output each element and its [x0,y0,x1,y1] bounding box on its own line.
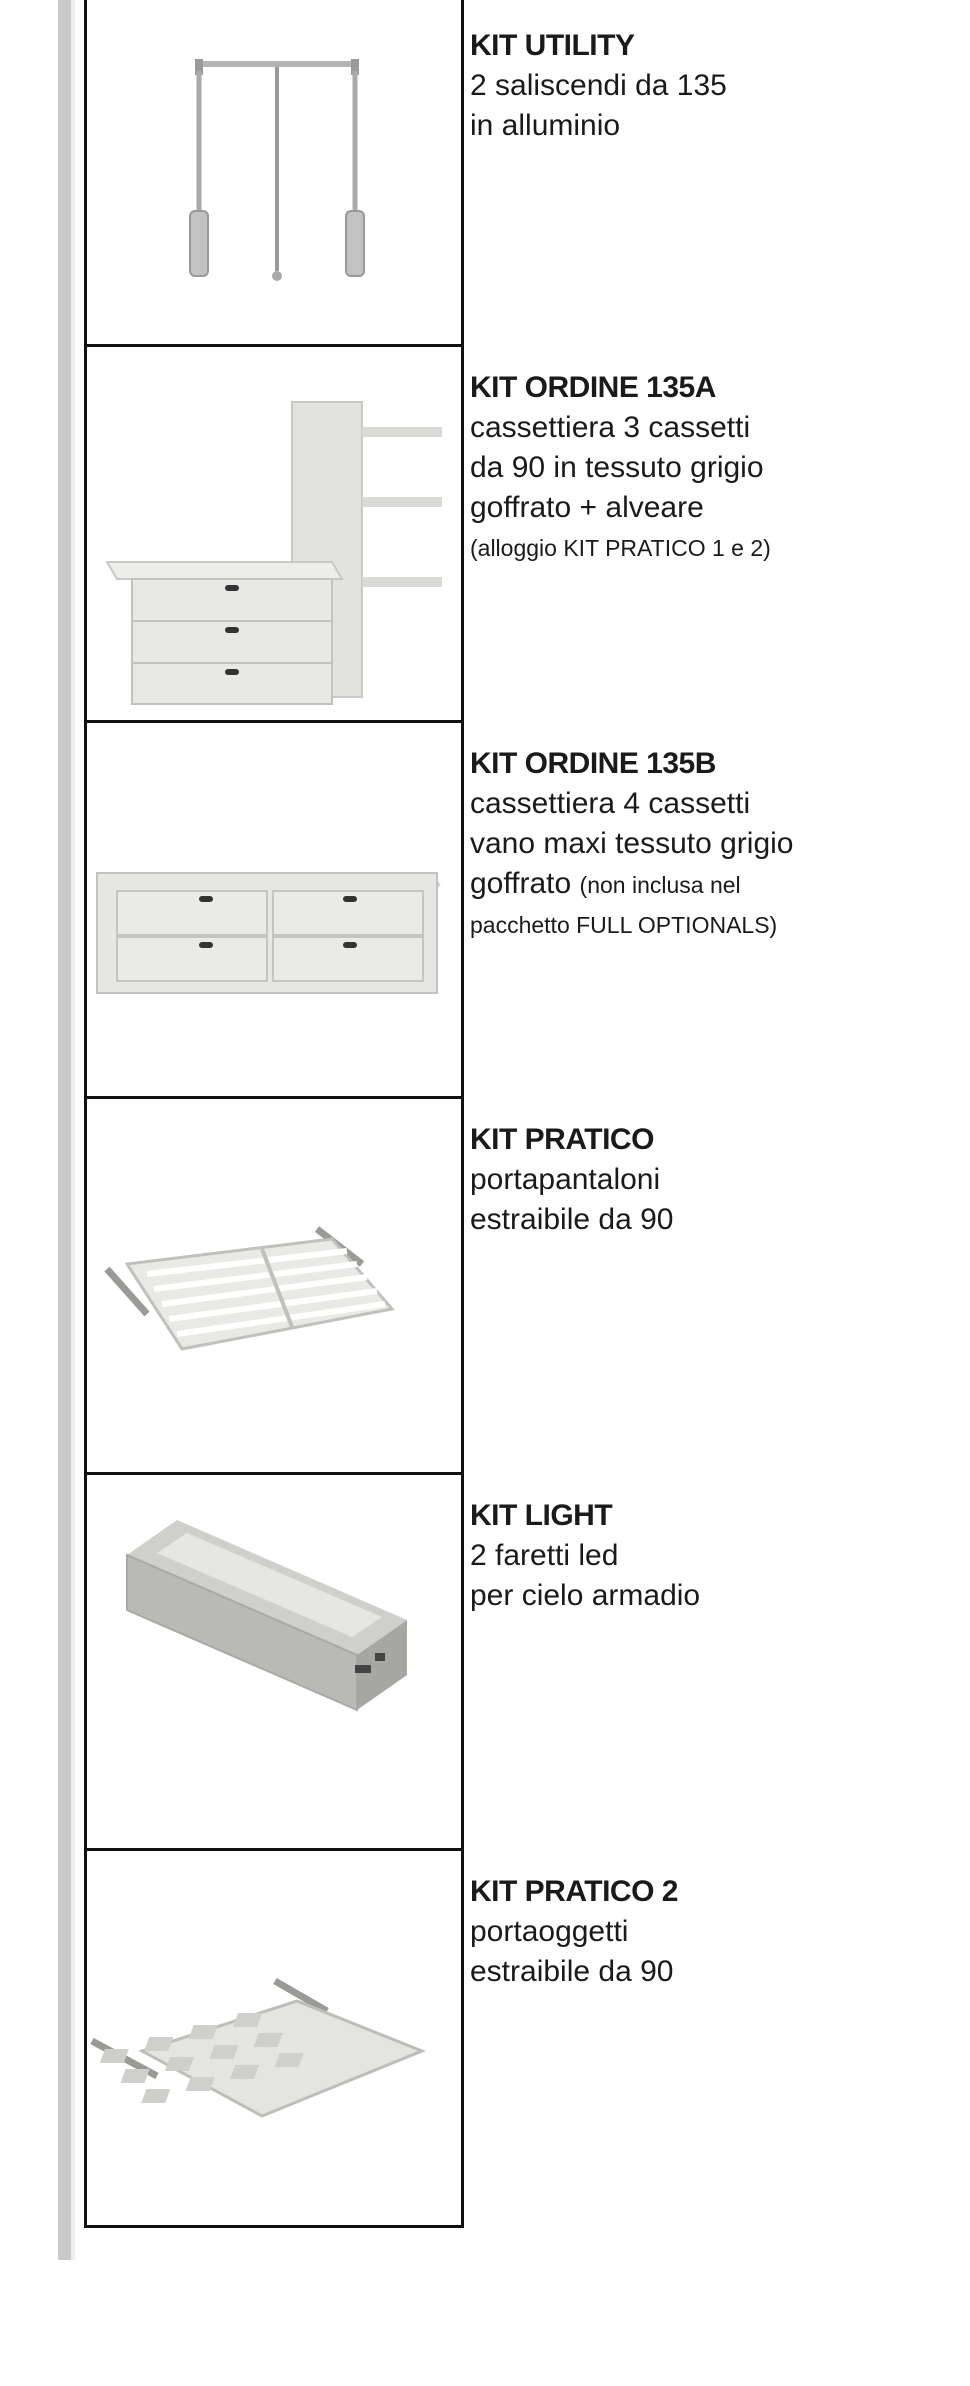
kit-title: KIT PRATICO 2 [470,1875,678,1908]
kit-description [470,368,950,568]
kit-item-light [0,1472,970,1848]
kit-line: estraibile da 90 [470,1203,674,1236]
kit-line: 2 saliscendi da 135 [470,69,727,102]
kit-line: cassettiera 3 cassetti [470,411,751,444]
product-image-frame [84,344,464,724]
kit-description [470,1120,950,1240]
kit-line-text: goffrato [470,867,572,900]
kit-item-pratico-2 [0,1848,970,2224]
kit-line: per cielo armadio [470,1579,701,1612]
product-image-frame [84,1472,464,1852]
kit-line: cassettiera 4 cassetti [470,787,751,820]
kit-note: pacchetto FULL OPTIONALS) [470,912,778,938]
wardrobe-lift-icon [87,0,461,345]
product-image-frame [84,720,464,1100]
kit-line: in alluminio [470,109,621,142]
kit-item-utility [0,0,970,344]
product-image-frame [84,0,464,348]
kit-line: 2 faretti led [470,1539,619,1572]
kit-line: estraibile da 90 [470,1955,674,1988]
drawer-unit-icon [87,723,461,1097]
kit-description [470,1496,950,1616]
kit-line [470,864,950,905]
drawer-unit-shelves-icon [87,347,461,721]
led-light-icon [87,1475,461,1849]
kit-title: KIT LIGHT [470,1499,613,1532]
kit-line: da 90 in tessuto grigio [470,451,764,484]
kit-item-ordine-135b [0,720,970,1096]
tray-icon [87,1851,461,2225]
product-image-frame [84,1848,464,2228]
product-image-frame [84,1096,464,1476]
kit-note-inline: (non inclusa nel [579,872,741,898]
kit-title: KIT ORDINE 135A [470,371,716,404]
kit-title: KIT UTILITY [470,29,635,62]
kit-item-pratico [0,1096,970,1472]
kit-description [470,1872,950,1992]
kit-line: goffrato + alveare [470,491,704,524]
trouser-rack-icon [87,1099,461,1473]
kit-line: vano maxi tessuto grigio [470,827,794,860]
kit-line: portaoggetti [470,1915,629,1948]
kit-description [470,744,950,945]
kit-note: (alloggio KIT PRATICO 1 e 2) [470,535,771,561]
kit-description [470,26,950,146]
kit-title: KIT ORDINE 135B [470,747,716,780]
kit-item-ordine-135a [0,344,970,720]
kit-title: KIT PRATICO [470,1123,654,1156]
kit-line: portapantaloni [470,1163,661,1196]
